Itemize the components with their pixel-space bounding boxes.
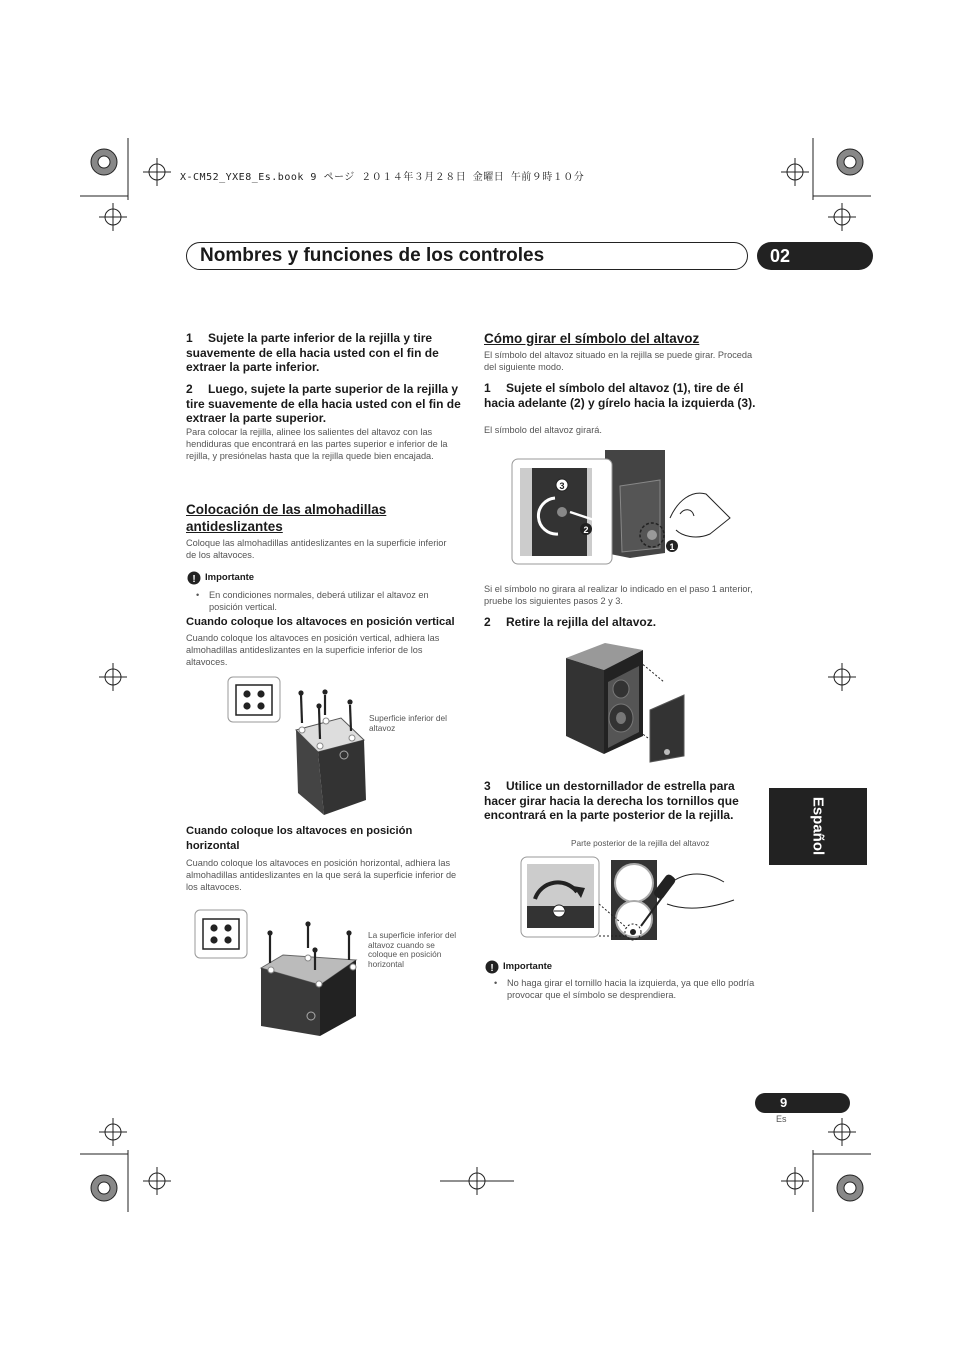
important-bullet: • En condiciones normales, deberá utilizar el altavoz en posición vertical.: [196, 590, 429, 612]
chapter-badge: 02: [757, 242, 873, 270]
step-text: Retire la rejilla del altavoz.: [506, 615, 657, 629]
rotate-symbol-illustration: [510, 448, 750, 573]
vertical-body: Cuando coloque los altavoces en posición vertical, adhiera las almohadillas antideslizantes en la superficie inferior de los altavoces.: [186, 633, 440, 667]
important-label: Importante: [205, 572, 255, 583]
rear-caption: Parte posterior de la rejilla del altavoz: [571, 838, 710, 848]
note: Si el símbolo no girara al realizar lo indicado en el paso 1 anterior, pruebe los siguientes pasos 2 y 3.: [484, 584, 753, 606]
important-icon: [485, 960, 499, 974]
left-step-2-body: Para colocar la rejilla, alinee los salientes del altavoz con las hendiduras que encontrará en las partes superior e inferior de la rejilla, y presiónelas hasta que la rejilla quede bien encajada.: [186, 427, 448, 461]
left-step-1: [186, 331, 466, 375]
figure-label-3: 3: [559, 481, 565, 491]
language-side-tab: Español: [769, 788, 867, 865]
step-text: Luego, sujete la parte superior de la rejilla y tire suavemente de ella hacia usted con el fin de extraer la parte superior.: [186, 382, 461, 425]
step-number: 2: [186, 382, 193, 396]
remove-grille-illustration: [560, 640, 700, 765]
vertical-caption: Superficie inferior del altavoz: [369, 713, 447, 733]
figure-label-2: 2: [583, 525, 589, 535]
important-bullet: • No haga girar el tornillo hacia la izquierda, ya que ello podría provocar que el símbolo se desprendiera.: [494, 978, 755, 1000]
print-line: X-CM52_YXE8_Es.book 9 ページ ２０１４年３月２８日 金曜日 午前９時１０分: [180, 172, 585, 183]
step-text: Sujete la parte inferior de la rejilla y tire suavemente de ella hacia usted con el fin de extraer la parte inferior.: [186, 331, 439, 374]
horizontal-heading: Cuando coloque los altavoces en posición horizontal: [186, 825, 413, 852]
page-title: Nombres y funciones de los controles: [200, 245, 545, 266]
svg-text:!: !: [490, 963, 494, 974]
step-number: 2: [484, 615, 491, 629]
right-step-1: [484, 381, 764, 410]
right-step-2: [484, 615, 764, 630]
right-step-1-body: El símbolo del altavoz girará.: [484, 425, 602, 435]
right-step-3: [484, 779, 764, 823]
section-title-pads: Colocación de las almohadillas antideslizantes: [186, 502, 387, 534]
important-label: Importante: [503, 961, 553, 972]
horizontal-body: Cuando coloque los altavoces en posición horizontal, adhiera las almohadillas antideslizantes en la que será la superficie inferior de los altavoces.: [186, 858, 457, 892]
step-number: 1: [186, 331, 193, 345]
left-step-2: [186, 382, 466, 426]
important-icon: [187, 571, 201, 585]
section-title-symbol: Cómo girar el símbolo del altavoz: [484, 331, 700, 346]
horizontal-caption: La superficie inferior del altavoz cuando se coloque en posición horizontal: [368, 930, 457, 969]
step-number: 3: [484, 779, 491, 793]
vertical-pads-illustration: [226, 675, 426, 825]
horizontal-pads-illustration: [193, 908, 373, 1038]
section-body-pads: Coloque las almohadillas antideslizantes en la superficie inferior de los altavoces.: [186, 538, 447, 560]
svg-text:!: !: [192, 574, 196, 585]
page-language-code: Es: [776, 1114, 787, 1124]
screwdriver-illustration: [519, 852, 759, 947]
page-number-badge: 9: [755, 1093, 850, 1113]
step-number: 1: [484, 381, 491, 395]
step-text: Utilice un destornillador de estrella para hacer girar hacia la derecha los tornillos que encontrará en la parte posterior de la rejilla.: [484, 779, 739, 822]
section-body-symbol: El símbolo del altavoz situado en la rejilla se puede girar. Proceda del siguiente modo.: [484, 350, 753, 372]
vertical-heading: Cuando coloque los altavoces en posición vertical: [186, 616, 455, 628]
figure-label-1: 1: [669, 542, 675, 552]
step-text: Sujete el símbolo del altavoz (1), tire de él hacia adelante (2) y gírelo hacia la izquierda (3).: [484, 381, 756, 410]
